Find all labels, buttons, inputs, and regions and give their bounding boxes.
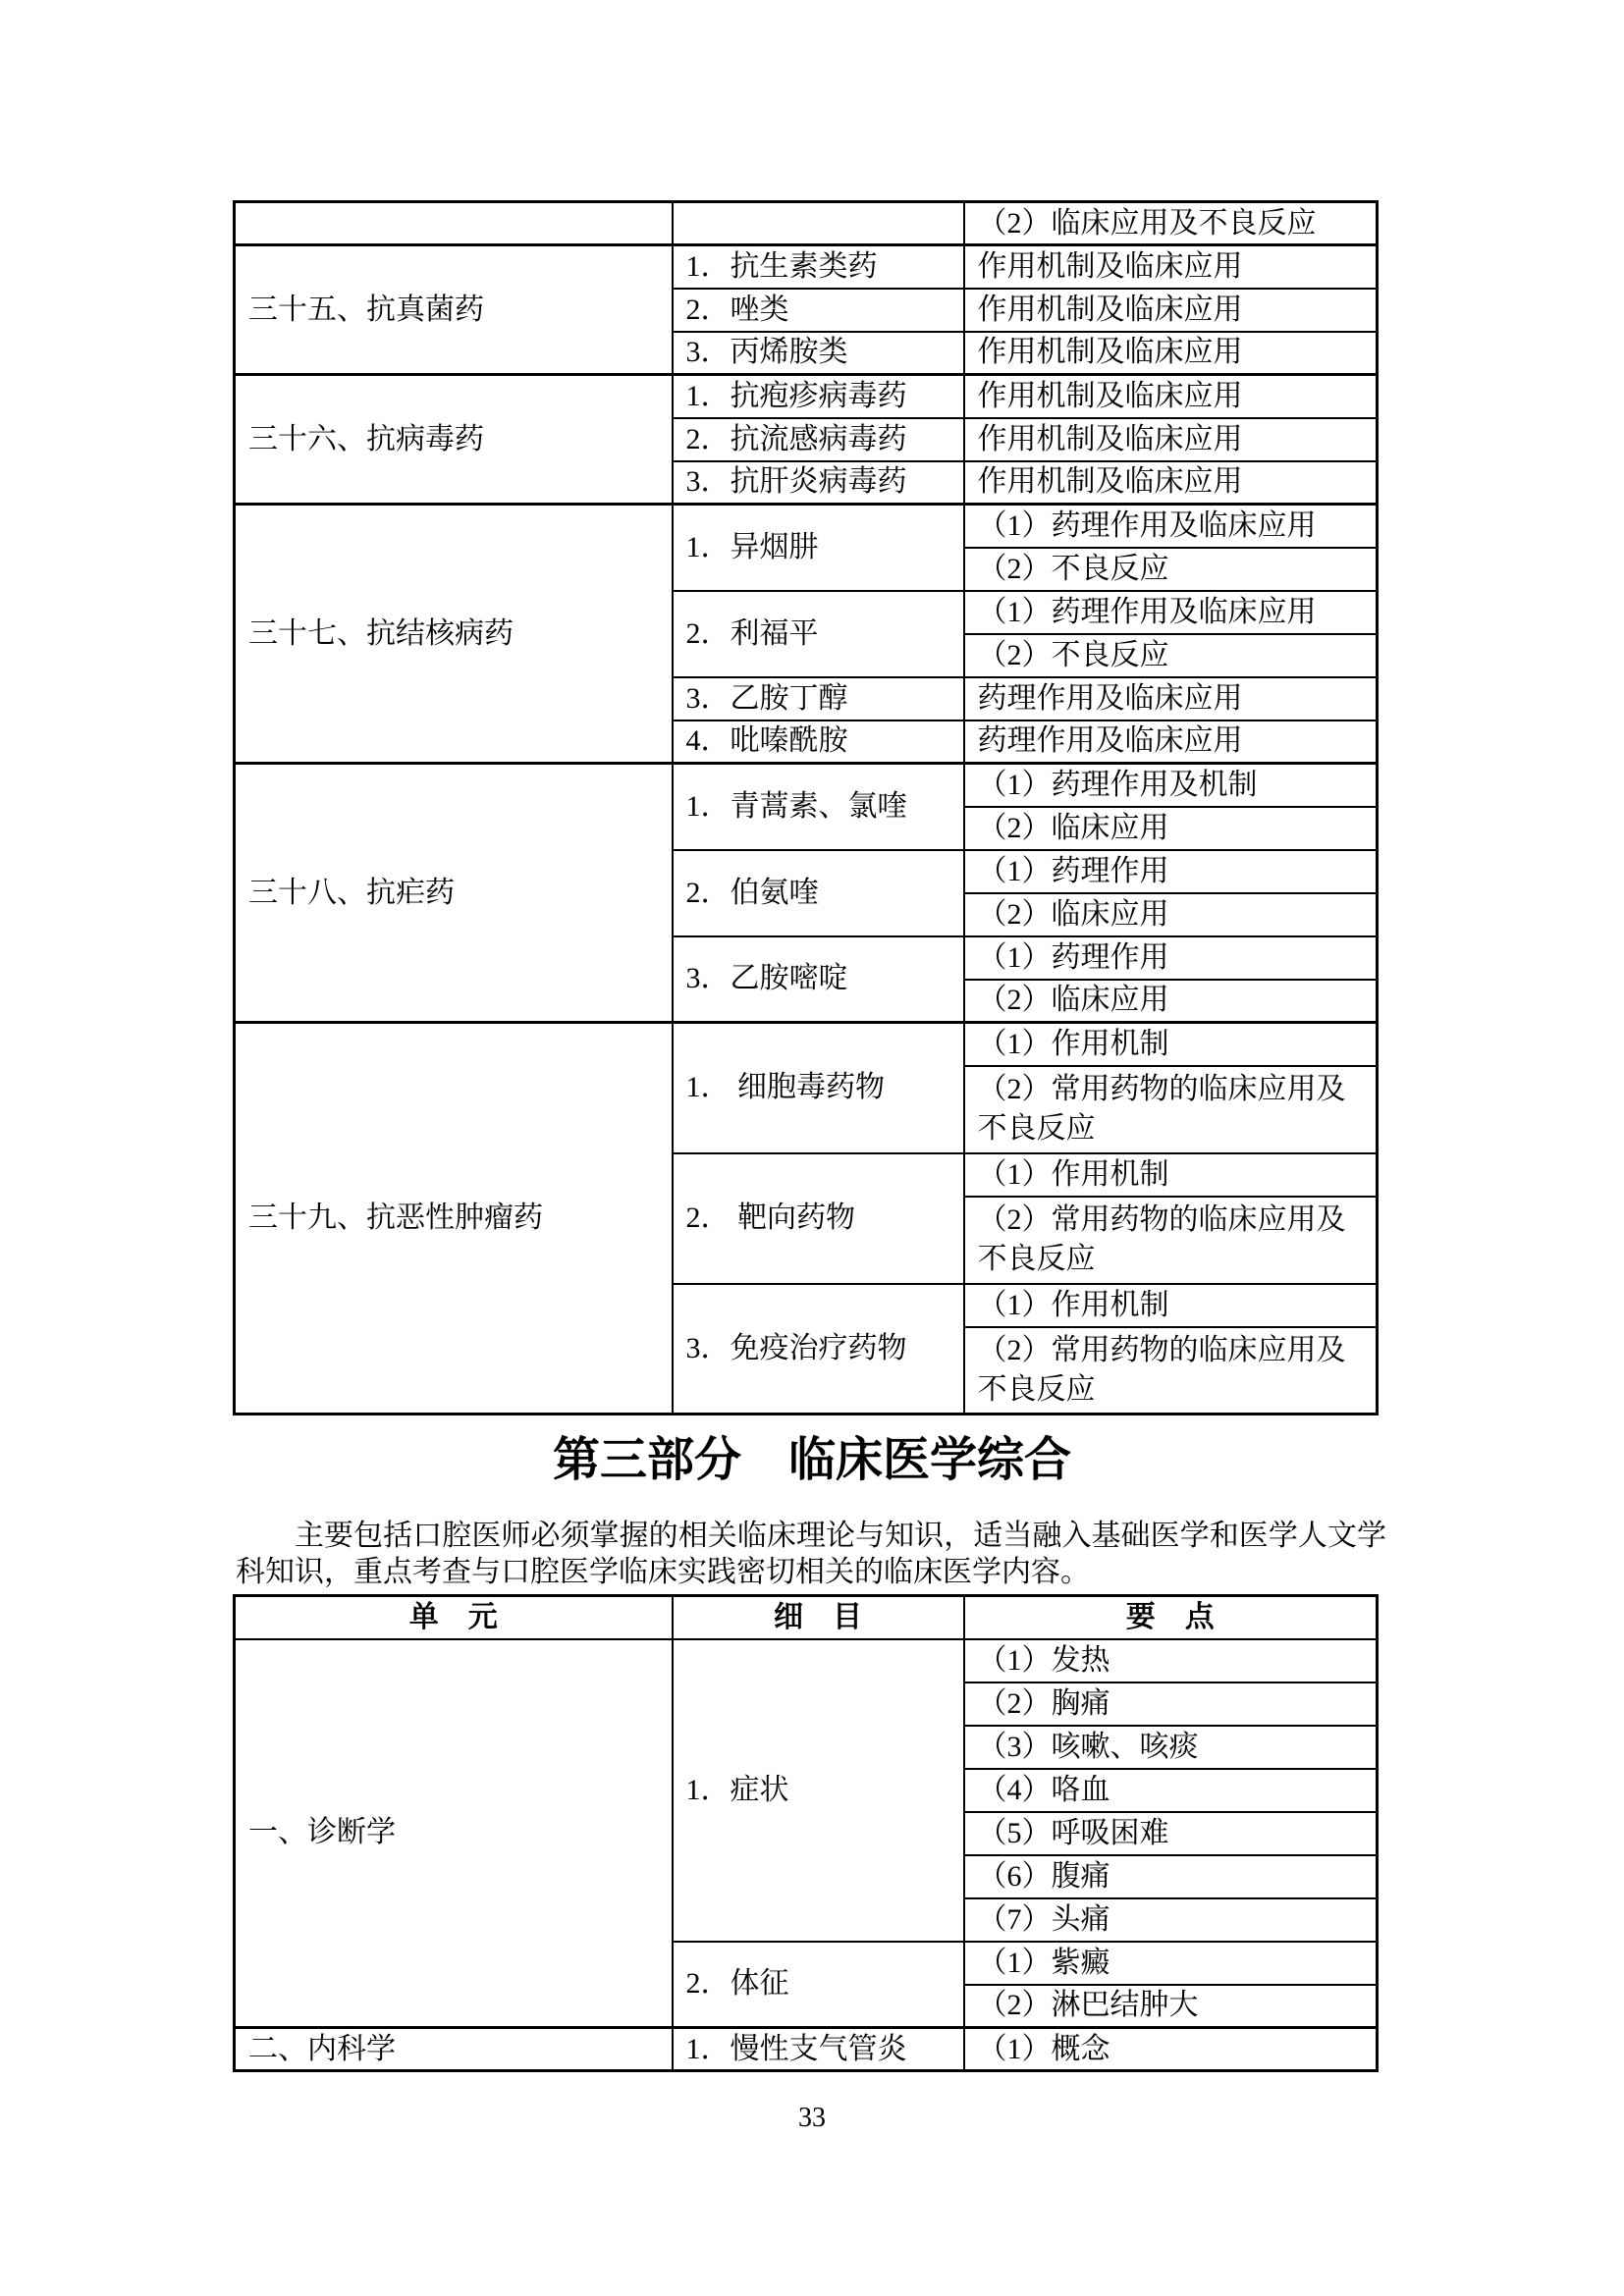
detail-cell: 4．吡嗪酰胺: [673, 721, 964, 764]
point-cell: （2）临床应用: [964, 893, 1378, 936]
clinical-medicine-table: [233, 1594, 1379, 2072]
table-row: [235, 1639, 1378, 1682]
section-title: 第三部分 临床医学综合: [552, 1434, 1071, 1486]
point-cell: （1）作用机制: [964, 1023, 1378, 1066]
point-cell: 作用机制及临床应用: [964, 375, 1378, 418]
table-header-row: [235, 1596, 1378, 1639]
column-header: 单 元: [235, 1596, 673, 1639]
clinical-table-body: [235, 1596, 1378, 2071]
table-row: [235, 2028, 1378, 2071]
detail-cell: 1．症状: [673, 1639, 964, 1942]
detail-cell: 2． 靶向药物: [673, 1153, 964, 1284]
point-cell: （2）不良反应: [964, 548, 1378, 591]
detail-cell: 2．体征: [673, 1942, 964, 2028]
detail-cell: 1．异烟肼: [673, 505, 964, 591]
point-cell: 作用机制及临床应用: [964, 289, 1378, 332]
unit-cell: 三十六、抗病毒药: [235, 375, 673, 505]
intro-paragraph: 主要包括口腔医师必须掌握的相关临床理论与知识，适当融入基础医学和医学人文学科知识，重点考查与口腔医学临床实践密切相关的临床医学内容。: [236, 1520, 1386, 1588]
detail-cell: 3．抗肝炎病毒药: [673, 461, 964, 505]
point-cell: （5）呼吸困难: [964, 1812, 1378, 1855]
page-number: 33: [798, 2103, 826, 2133]
point-cell: （2）临床应用: [964, 807, 1378, 850]
point-cell: （2）常用药物的临床应用及不良反应: [964, 1327, 1378, 1415]
point-cell: 作用机制及临床应用: [964, 461, 1378, 505]
pharmacology-table-body: [235, 202, 1378, 1415]
point-cell: （2）常用药物的临床应用及不良反应: [964, 1066, 1378, 1153]
point-cell: （1）作用机制: [964, 1153, 1378, 1197]
point-cell: （1）发热: [964, 1639, 1378, 1682]
unit-cell: 三十八、抗疟药: [235, 764, 673, 1023]
column-header: 要 点: [964, 1596, 1378, 1639]
point-cell: （1）紫癜: [964, 1942, 1378, 1985]
unit-cell: 三十五、抗真菌药: [235, 245, 673, 375]
point-cell: （1）药理作用及临床应用: [964, 591, 1378, 634]
point-cell: （1）作用机制: [964, 1284, 1378, 1327]
detail-cell: 3．免疫治疗药物: [673, 1284, 964, 1415]
detail-cell: 2．抗流感病毒药: [673, 418, 964, 461]
point-cell: 药理作用及临床应用: [964, 721, 1378, 764]
unit-cell: 三十九、抗恶性肿瘤药: [235, 1023, 673, 1415]
point-cell: （3）咳嗽、咳痰: [964, 1726, 1378, 1769]
detail-cell: 1．抗生素类药: [673, 245, 964, 289]
detail-cell: 1．青蒿素、氯喹: [673, 764, 964, 850]
table-row: [235, 1023, 1378, 1066]
point-cell: （1）概念: [964, 2028, 1378, 2071]
point-cell: （1）药理作用及机制: [964, 764, 1378, 807]
table-row: [235, 375, 1378, 418]
point-cell: （2）不良反应: [964, 634, 1378, 677]
detail-cell: 1．慢性支气管炎: [673, 2028, 964, 2071]
table-row: [235, 202, 1378, 245]
detail-cell: 2．唑类: [673, 289, 964, 332]
unit-cell: 二、内科学: [235, 2028, 673, 2071]
detail-cell: 2．伯氨喹: [673, 850, 964, 936]
detail-cell: 1．抗疱疹病毒药: [673, 375, 964, 418]
detail-cell: 3．丙烯胺类: [673, 332, 964, 375]
detail-cell: 3．乙胺丁醇: [673, 677, 964, 721]
table-row: [235, 764, 1378, 807]
point-cell: （2）淋巴结肿大: [964, 1985, 1378, 2028]
point-cell: （7）头痛: [964, 1898, 1378, 1942]
point-cell: （6）腹痛: [964, 1855, 1378, 1898]
point-cell: （2）临床应用: [964, 980, 1378, 1023]
point-cell: 作用机制及临床应用: [964, 245, 1378, 289]
point-cell: （1）药理作用及临床应用: [964, 505, 1378, 548]
point-cell: （1）药理作用: [964, 936, 1378, 980]
point-cell: （1）药理作用: [964, 850, 1378, 893]
unit-cell: 一、诊断学: [235, 1639, 673, 2028]
detail-cell: [673, 202, 964, 245]
point-cell: 作用机制及临床应用: [964, 418, 1378, 461]
point-cell: （2）胸痛: [964, 1682, 1378, 1726]
point-cell: （4）咯血: [964, 1769, 1378, 1812]
point-cell: 作用机制及临床应用: [964, 332, 1378, 375]
detail-cell: 1． 细胞毒药物: [673, 1023, 964, 1153]
pharmacology-table: [233, 200, 1379, 1415]
column-header: 细 目: [673, 1596, 964, 1639]
unit-cell: 三十七、抗结核病药: [235, 505, 673, 764]
detail-cell: 2．利福平: [673, 591, 964, 677]
table-row: [235, 245, 1378, 289]
table-row: [235, 505, 1378, 548]
unit-cell: [235, 202, 673, 245]
point-cell: （2）常用药物的临床应用及不良反应: [964, 1197, 1378, 1284]
detail-cell: 3．乙胺嘧啶: [673, 936, 964, 1023]
point-cell: 药理作用及临床应用: [964, 677, 1378, 721]
point-cell: （2）临床应用及不良反应: [964, 202, 1378, 245]
